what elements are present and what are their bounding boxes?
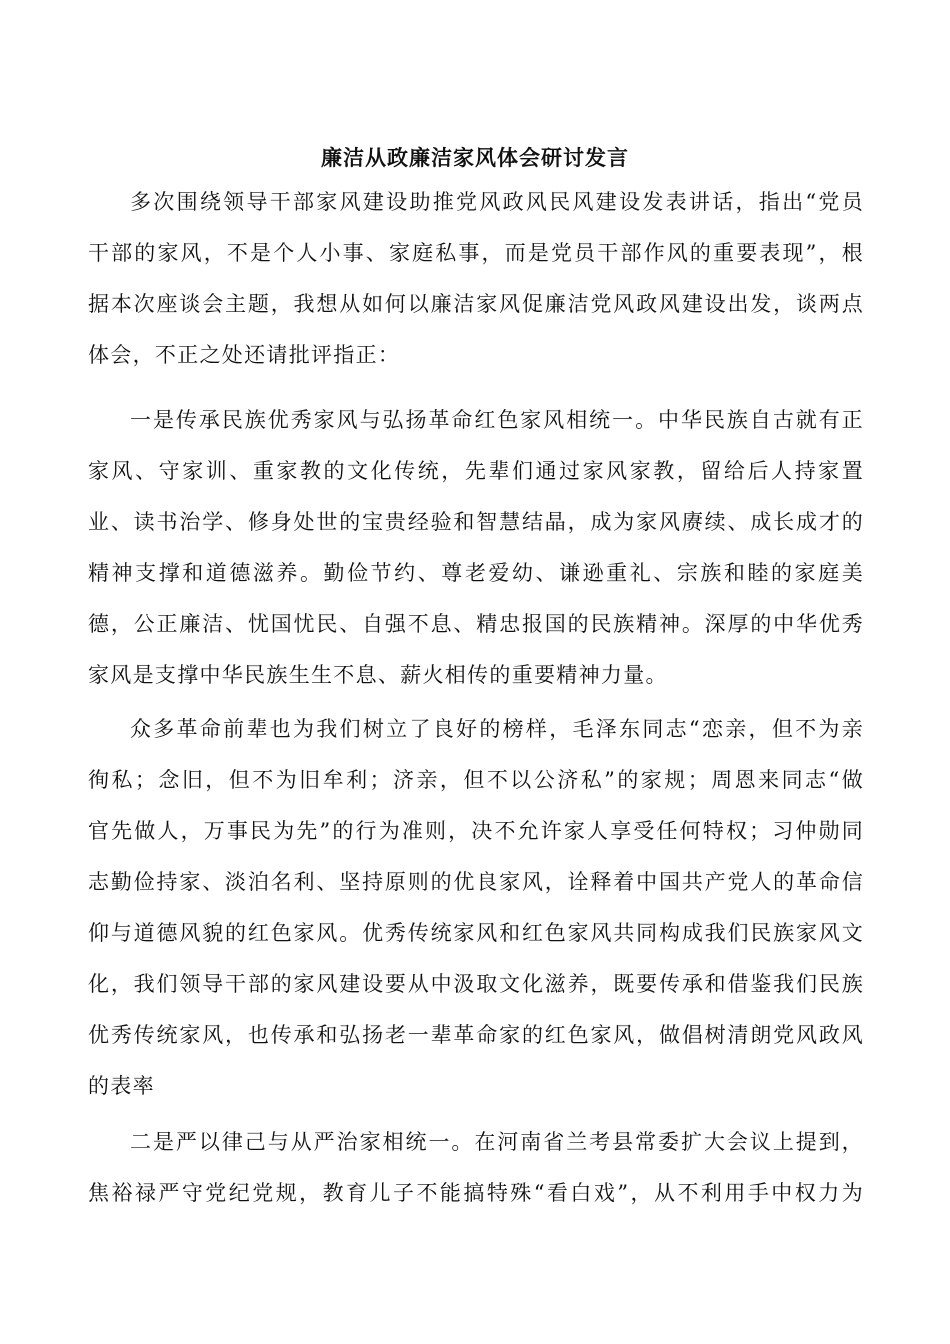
text-line: 的表率 [88,1074,155,1098]
text-line: 徇私；念旧，但不为旧牟利；济亲，但不以公济私”的家规；周恩来同志“做 [88,768,864,792]
text-line: 业、读书治学、修身处世的宝贵经验和智慧结晶，成为家风赓续、成长成才的 [88,510,864,534]
text-line: 仰与道德风貌的红色家风。优秀传统家风和红色家风共同构成我们民族家风文 [88,921,864,945]
text-line: 家风是支撑中华民族生生不息、薪火相传的重要精神力量。 [88,663,668,687]
document-title: 廉洁从政廉洁家风体会研讨发言 [321,145,629,170]
paragraph-intro [88,177,864,381]
text-line: 二是严以律己与从严治家相统一。在河南省兰考县常委扩大会议上提到， [130,1130,864,1154]
text-line: 焦裕禄严守党纪党规，教育儿子不能搞特殊“看白戏”，从不利用手中权力为 [88,1181,864,1205]
paragraph-revolutionary-examples [88,704,864,1112]
text-line: 志勤俭持家、淡泊名利、坚持原则的优良家风，诠释着中国共产党人的革命信 [88,870,864,894]
text-line: 众多革命前辈也为我们树立了良好的榜样，毛泽东同志“恋亲，但不为亲 [130,717,864,741]
text-line: 化，我们领导干部的家风建设要从中汲取文化滋养，既要传承和借鉴我们民族 [88,972,864,996]
text-line: 德，公正廉洁、忧国忧民、自强不息、精忠报国的民族精神。深厚的中华优秀 [88,612,864,636]
text-line: 家风、守家训、重家教的文化传统，先辈们通过家风家教，留给后人持家置 [88,459,864,483]
text-line: 精神支撑和道德滋养。勤俭节约、尊老爱幼、谦逊重礼、宗族和睦的家庭美 [88,561,864,585]
text-line: 据本次座谈会主题，我想从如何以廉洁家风促廉洁党风政风建设出发，谈两点 [88,292,864,316]
text-line: 多次围绕领导干部家风建设助推党风政风民风建设发表讲话，指出“党员 [130,190,864,214]
paragraph-point-one [88,395,864,701]
text-line: 优秀传统家风，也传承和弘扬老一辈革命家的红色家风，做倡树清朗党风政风 [88,1023,864,1047]
text-line: 体会，不正之处还请批评指正： [88,343,401,367]
text-line: 一是传承民族优秀家风与弘扬革命红色家风相统一。中华民族自古就有正 [130,408,864,432]
paragraph-point-two [88,1117,864,1219]
text-line: 官先做人，万事民为先”的行为准则，决不允许家人享受任何特权；习仲勋同 [88,819,864,843]
text-line: 干部的家风，不是个人小事、家庭私事，而是党员干部作风的重要表现”，根 [88,241,864,265]
